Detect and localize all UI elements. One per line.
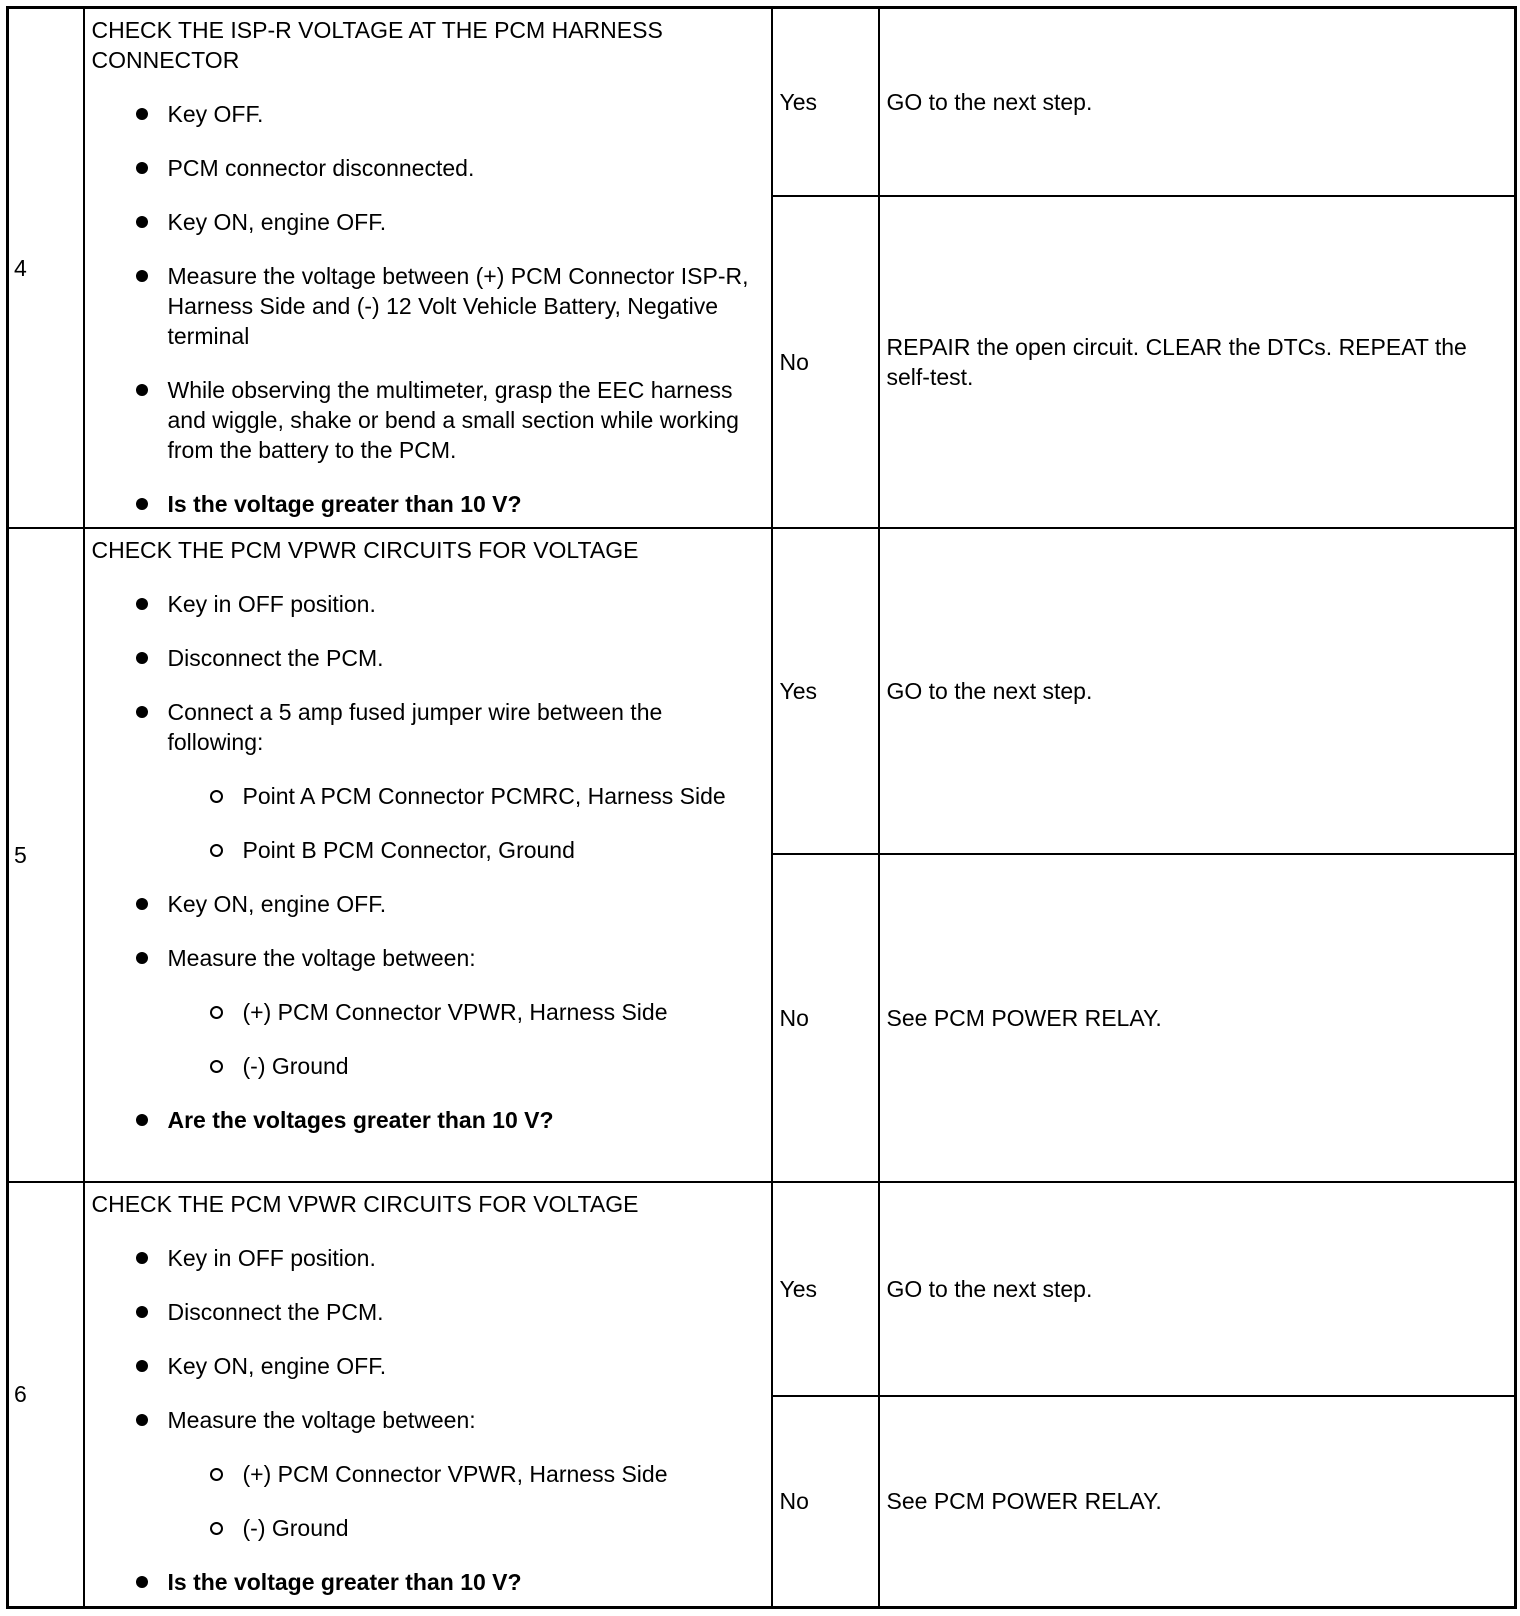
step-description bbox=[84, 8, 772, 528]
no-label: No bbox=[772, 854, 879, 1182]
bullet: Key ON, engine OFF. bbox=[92, 889, 763, 919]
step-description bbox=[84, 528, 772, 1182]
bullet-question: Are the voltages greater than 10 V? bbox=[92, 1105, 763, 1135]
sub-bullet: (-) Ground bbox=[92, 1051, 763, 1081]
bullet: Connect a 5 amp fused jumper wire between the following: bbox=[92, 697, 763, 757]
step-title: CHECK THE PCM VPWR CIRCUITS FOR VOLTAGE bbox=[91, 536, 639, 563]
bullet: Key ON, engine OFF. bbox=[92, 1351, 763, 1381]
yes-label: Yes bbox=[772, 1182, 879, 1396]
sub-bullet: Point B PCM Connector, Ground bbox=[92, 835, 763, 865]
yes-action: GO to the next step. bbox=[879, 8, 1516, 196]
sub-bullet: (+) PCM Connector VPWR, Harness Side bbox=[92, 997, 763, 1027]
bullet: Measure the voltage between: bbox=[92, 1405, 763, 1435]
bullet: Key in OFF position. bbox=[92, 589, 763, 619]
sub-bullet: (+) PCM Connector VPWR, Harness Side bbox=[92, 1459, 763, 1489]
yes-action: GO to the next step. bbox=[879, 528, 1516, 854]
bullet: Disconnect the PCM. bbox=[92, 643, 763, 673]
step-4-yes-row bbox=[8, 8, 1516, 196]
bullet: Measure the voltage between (+) PCM Connector ISP-R, Harness Side and (-) 12 Volt Vehicle Battery, Negative terminal bbox=[92, 261, 763, 351]
step-bullets bbox=[92, 589, 763, 1135]
step-title: CHECK THE PCM VPWR CIRCUITS FOR VOLTAGE bbox=[91, 1190, 639, 1217]
bullet: Key OFF. bbox=[92, 99, 763, 129]
no-label: No bbox=[772, 1396, 879, 1608]
step-title: CHECK THE ISP-R VOLTAGE AT THE PCM HARNESS CONNECTOR bbox=[91, 17, 663, 73]
bullet-question: Is the voltage greater than 10 V? bbox=[92, 489, 763, 519]
yes-action: GO to the next step. bbox=[879, 1182, 1516, 1396]
step-bullets bbox=[92, 1243, 763, 1597]
sub-bullet: (-) Ground bbox=[92, 1513, 763, 1543]
sub-bullet: Point A PCM Connector PCMRC, Harness Side bbox=[92, 781, 763, 811]
no-action: REPAIR the open circuit. CLEAR the DTCs. REPEAT the self-test. bbox=[879, 196, 1516, 528]
step-5-yes-row bbox=[8, 528, 1516, 854]
step-number: 5 bbox=[8, 528, 84, 1182]
no-action: See PCM POWER RELAY. bbox=[879, 854, 1516, 1182]
step-number: 6 bbox=[8, 1182, 84, 1608]
bullet-question: Is the voltage greater than 10 V? bbox=[92, 1567, 763, 1597]
bullet: PCM connector disconnected. bbox=[92, 153, 763, 183]
yes-label: Yes bbox=[772, 8, 879, 196]
yes-label: Yes bbox=[772, 528, 879, 854]
no-action: See PCM POWER RELAY. bbox=[879, 1396, 1516, 1608]
bullet: Key in OFF position. bbox=[92, 1243, 763, 1273]
step-bullets bbox=[92, 99, 763, 519]
bullet: Disconnect the PCM. bbox=[92, 1297, 763, 1327]
diagnostic-table bbox=[6, 6, 1517, 1609]
step-number: 4 bbox=[8, 8, 84, 528]
step-description bbox=[84, 1182, 772, 1608]
no-label: No bbox=[772, 196, 879, 528]
bullet: While observing the multimeter, grasp the EEC harness and wiggle, shake or bend a small section while working from the battery to the PCM. bbox=[92, 375, 763, 465]
bullet: Measure the voltage between: bbox=[92, 943, 763, 973]
bullet: Key ON, engine OFF. bbox=[92, 207, 763, 237]
step-6-yes-row bbox=[8, 1182, 1516, 1396]
